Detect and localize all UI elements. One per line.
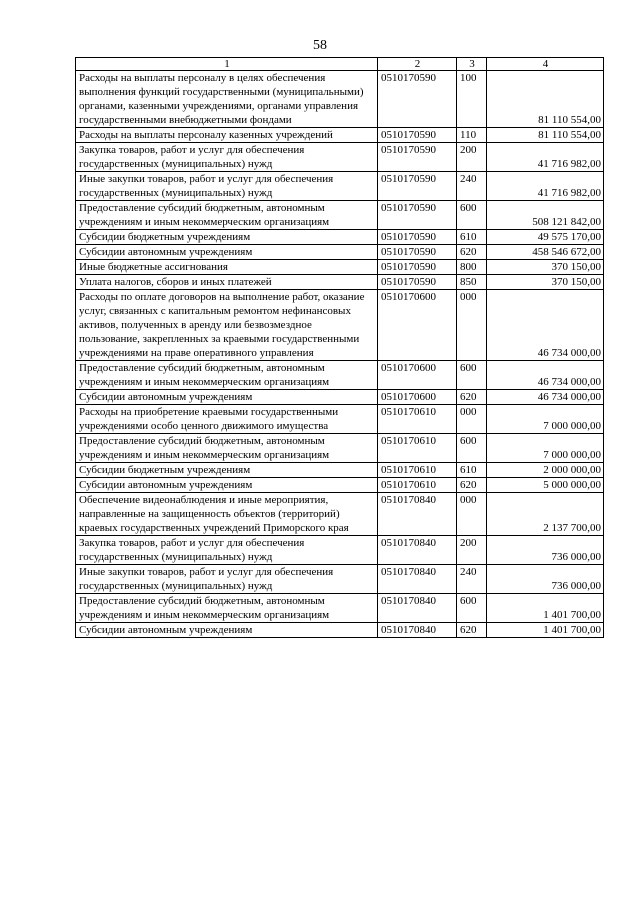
expense-name-cell: Закупка товаров, работ и услуг для обеспечения государственных (муниципальных) нужд	[76, 536, 378, 565]
target-code-cell: 0510170590	[378, 275, 457, 290]
target-code-cell: 0510170610	[378, 434, 457, 463]
target-code-cell: 0510170600	[378, 361, 457, 390]
amount-cell: 1 401 700,00	[487, 594, 604, 623]
amount-cell: 508 121 842,00	[487, 201, 604, 230]
expense-name-cell: Субсидии бюджетным учреждениям	[76, 463, 378, 478]
expense-name-cell: Субсидии бюджетным учреждениям	[76, 230, 378, 245]
expense-type-cell: 600	[457, 434, 487, 463]
amount-cell: 81 110 554,00	[487, 128, 604, 143]
column-header-2: 2	[378, 58, 457, 71]
amount-cell: 81 110 554,00	[487, 71, 604, 128]
target-code-cell: 0510170840	[378, 493, 457, 536]
column-header-1: 1	[76, 58, 378, 71]
amount-cell: 7 000 000,00	[487, 434, 604, 463]
expense-name-cell: Уплата налогов, сборов и иных платежей	[76, 275, 378, 290]
expense-type-cell: 620	[457, 478, 487, 493]
expense-type-cell: 600	[457, 594, 487, 623]
expense-type-cell: 000	[457, 290, 487, 361]
expense-type-cell: 600	[457, 201, 487, 230]
target-code-cell: 0510170590	[378, 143, 457, 172]
target-code-cell: 0510170610	[378, 478, 457, 493]
expense-type-cell: 600	[457, 361, 487, 390]
target-code-cell: 0510170840	[378, 623, 457, 638]
table-row	[76, 623, 604, 638]
expense-type-cell: 610	[457, 230, 487, 245]
target-code-cell: 0510170590	[378, 245, 457, 260]
expense-name-cell: Расходы на приобретение краевыми государственными учреждениями особо ценного движимого имущества	[76, 405, 378, 434]
amount-cell: 46 734 000,00	[487, 290, 604, 361]
target-code-cell: 0510170840	[378, 565, 457, 594]
target-code-cell: 0510170840	[378, 536, 457, 565]
amount-cell: 41 716 982,00	[487, 143, 604, 172]
expense-type-cell: 620	[457, 245, 487, 260]
expense-name-cell: Расходы на выплаты персоналу казенных учреждений	[76, 128, 378, 143]
amount-cell: 370 150,00	[487, 275, 604, 290]
table-row	[76, 172, 604, 201]
expense-name-cell: Предоставление субсидий бюджетным, автономным учреждениям и иным некоммерческим организациям	[76, 594, 378, 623]
amount-cell: 2 137 700,00	[487, 493, 604, 536]
target-code-cell: 0510170590	[378, 128, 457, 143]
table-row	[76, 260, 604, 275]
target-code-cell: 0510170600	[378, 390, 457, 405]
column-header-4: 4	[487, 58, 604, 71]
expense-name-cell: Предоставление субсидий бюджетным, автономным учреждениям и иным некоммерческим организациям	[76, 201, 378, 230]
expense-type-cell: 100	[457, 71, 487, 128]
expense-type-cell: 200	[457, 143, 487, 172]
table-row	[76, 275, 604, 290]
expense-type-cell: 620	[457, 623, 487, 638]
expense-type-cell: 850	[457, 275, 487, 290]
expense-name-cell: Иные закупки товаров, работ и услуг для обеспечения государственных (муниципальных) нужд	[76, 565, 378, 594]
target-code-cell: 0510170590	[378, 230, 457, 245]
amount-cell: 736 000,00	[487, 536, 604, 565]
expense-type-cell: 000	[457, 405, 487, 434]
expense-name-cell: Субсидии автономным учреждениям	[76, 478, 378, 493]
expense-type-cell: 240	[457, 172, 487, 201]
table-row	[76, 434, 604, 463]
expense-name-cell: Иные бюджетные ассигнования	[76, 260, 378, 275]
budget-table	[75, 57, 604, 638]
target-code-cell: 0510170590	[378, 71, 457, 128]
amount-cell: 5 000 000,00	[487, 478, 604, 493]
target-code-cell: 0510170590	[378, 260, 457, 275]
page-number: 58	[313, 38, 327, 53]
amount-cell: 46 734 000,00	[487, 390, 604, 405]
table-row	[76, 71, 604, 128]
table-row	[76, 245, 604, 260]
amount-cell: 41 716 982,00	[487, 172, 604, 201]
target-code-cell: 0510170590	[378, 201, 457, 230]
expense-name-cell: Предоставление субсидий бюджетным, автономным учреждениям и иным некоммерческим организациям	[76, 361, 378, 390]
expense-type-cell: 240	[457, 565, 487, 594]
table-row	[76, 230, 604, 245]
column-header-3: 3	[457, 58, 487, 71]
amount-cell: 7 000 000,00	[487, 405, 604, 434]
table-row	[76, 594, 604, 623]
expense-name-cell: Расходы по оплате договоров на выполнение работ, оказание услуг, связанных с капитальным ремонтом нефинансовых активов, полученных в аренду или безвозмездное пользование, закрепленных за краевыми государственными учреждениями на праве оперативного управления	[76, 290, 378, 361]
target-code-cell: 0510170590	[378, 172, 457, 201]
expense-name-cell: Закупка товаров, работ и услуг для обеспечения государственных (муниципальных) нужд	[76, 143, 378, 172]
expense-type-cell: 200	[457, 536, 487, 565]
expense-name-cell: Предоставление субсидий бюджетным, автономным учреждениям и иным некоммерческим организациям	[76, 434, 378, 463]
target-code-cell: 0510170600	[378, 290, 457, 361]
table-row	[76, 565, 604, 594]
table-row	[76, 128, 604, 143]
table-row	[76, 478, 604, 493]
table-row	[76, 405, 604, 434]
table-body	[76, 71, 604, 638]
expense-type-cell: 610	[457, 463, 487, 478]
target-code-cell: 0510170610	[378, 463, 457, 478]
target-code-cell: 0510170610	[378, 405, 457, 434]
target-code-cell: 0510170840	[378, 594, 457, 623]
amount-cell: 49 575 170,00	[487, 230, 604, 245]
expense-name-cell: Субсидии автономным учреждениям	[76, 390, 378, 405]
table-row	[76, 463, 604, 478]
expense-name-cell: Обеспечение видеонаблюдения и иные мероприятия, направленные на защищенность объектов (территорий) краевых государственных учреждений Приморского края	[76, 493, 378, 536]
amount-cell: 458 546 672,00	[487, 245, 604, 260]
amount-cell: 2 000 000,00	[487, 463, 604, 478]
expense-name-cell: Иные закупки товаров, работ и услуг для обеспечения государственных (муниципальных) нужд	[76, 172, 378, 201]
table-row	[76, 493, 604, 536]
amount-cell: 370 150,00	[487, 260, 604, 275]
table-row	[76, 390, 604, 405]
expense-name-cell: Субсидии автономным учреждениям	[76, 623, 378, 638]
amount-cell: 736 000,00	[487, 565, 604, 594]
expense-type-cell: 620	[457, 390, 487, 405]
expense-type-cell: 800	[457, 260, 487, 275]
table-row	[76, 290, 604, 361]
amount-cell: 1 401 700,00	[487, 623, 604, 638]
expense-type-cell: 000	[457, 493, 487, 536]
expense-name-cell: Субсидии автономным учреждениям	[76, 245, 378, 260]
table-row	[76, 143, 604, 172]
table-row	[76, 361, 604, 390]
table-row	[76, 536, 604, 565]
amount-cell: 46 734 000,00	[487, 361, 604, 390]
expense-type-cell: 110	[457, 128, 487, 143]
expense-name-cell: Расходы на выплаты персоналу в целях обеспечения выполнения функций государственными (муниципальными) органами, казенными учреждениями, органами управления государственными внебюджетными фондами	[76, 71, 378, 128]
table-row	[76, 201, 604, 230]
table-header-row	[76, 58, 604, 71]
